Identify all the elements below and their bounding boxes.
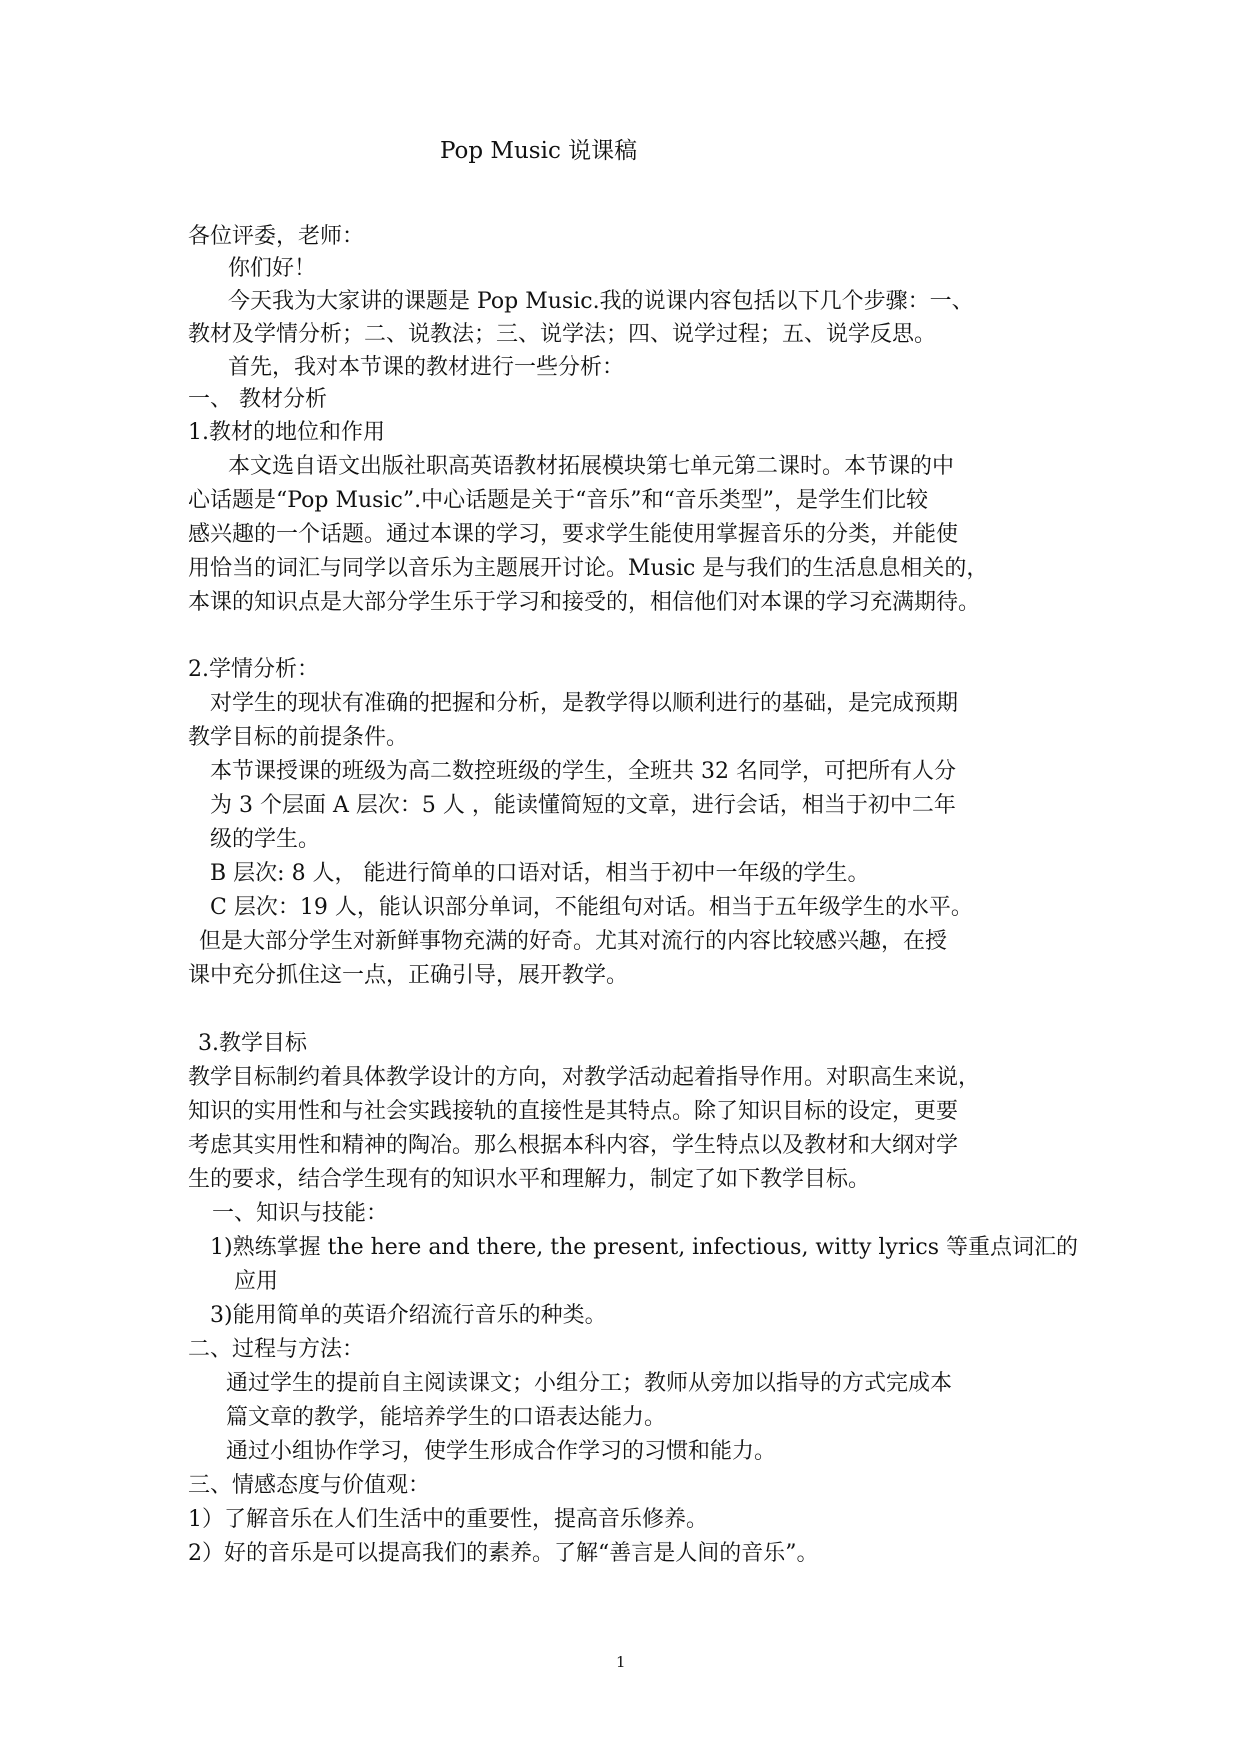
text-line: 为 3 个层面 A 层次：5 人 ，能读懂简短的文章，进行会话，相当于初中二年 [210,793,956,818]
text-line: 本文选自语文出版社职高英语教材拓展模块第七单元第二课时。本节课的中 [228,454,955,479]
text-line: 3)能用简单的英语介绍流行音乐的种类。 [210,1303,607,1328]
text-line: C 层次：19 人，能认识部分单词，不能组句对话。相当于五年级学生的水平。 [210,895,973,920]
text-line: 考虑其实用性和精神的陶冶。那么根据本科内容，学生特点以及教材和大纲对学 [188,1133,959,1158]
text-line: 篇文章的教学，能培养学生的口语表达能力。 [226,1405,667,1430]
goal-heading: 二、过程与方法： [188,1337,365,1362]
text-line: 对学生的现状有准确的把握和分析，是教学得以顺利进行的基础，是完成预期 [210,691,959,716]
section-heading: 一、 教材分析 [188,387,327,412]
text-line: 1)熟练掌握 the here and there, the present, infectious, witty lyrics 等重点词汇的 [210,1235,1079,1260]
text-line: 用恰当的词汇与同学以音乐为主题展开讨论。Music 是与我们的生活息息相关的， [188,556,989,581]
text-line: 教学目标的前提条件。 [188,725,409,750]
text-line: 知识的实用性和与社会实践接轨的直接性是其特点。除了知识目标的设定，更要 [188,1099,959,1124]
text-line: 心话题是“Pop Music”.中心话题是关于“音乐”和“音乐类型”，是学生们比较 [188,488,929,513]
salutation: 各位评委，老师： [188,224,365,249]
text-line: 生的要求，结合学生现有的知识水平和理解力，制定了如下教学目标。 [188,1167,871,1192]
subsection-heading: 1.教材的地位和作用 [188,420,385,445]
greeting: 你们好！ [228,256,317,281]
text-line: 通过学生的提前自主阅读课文；小组分工；教师从旁加以指导的方式完成本 [226,1371,953,1396]
document-title: Pop Music 说课稿 [440,138,638,164]
text-line: 本课的知识点是大部分学生乐于学习和接受的，相信他们对本课的学习充满期待。 [188,590,981,615]
text-line: 1）了解音乐在人们生活中的重要性，提高音乐修养。 [188,1507,708,1532]
text-line: 应用 [234,1269,279,1294]
text-line: 但是大部分学生对新鲜事物充满的好奇。尤其对流行的内容比较感兴趣，在授 [199,929,948,954]
text-line: 通过小组协作学习，使学生形成合作学习的习惯和能力。 [226,1439,777,1464]
goal-heading: 一、知识与技能： [212,1201,389,1226]
text-line: 2）好的音乐是可以提高我们的素养。了解“善言是人间的音乐”。 [188,1541,819,1566]
text-line: 感兴趣的一个话题。通过本课的学习，要求学生能使用掌握音乐的分类，并能使 [188,522,959,547]
text-line: 教材及学情分析；二、说教法；三、说学法；四、说学过程；五、说学反思。 [188,322,937,347]
subsection-heading: 2.学情分析： [188,657,319,682]
text-line: B 层次: 8 人， 能进行简单的口语对话，相当于初中一年级的学生。 [210,861,870,886]
text-line: 教学目标制约着具体教学设计的方向，对教学活动起着指导作用。对职高生来说， [188,1065,981,1090]
page-number: 1 [616,1653,626,1671]
text-line: 课中充分抓住这一点，正确引导，展开教学。 [188,963,629,988]
text-line: 本节课授课的班级为高二数控班级的学生，全班共 32 名同学，可把所有人分 [210,759,956,784]
goal-heading: 三、情感态度与价值观： [188,1473,431,1498]
text-line: 今天我为大家讲的课题是 Pop Music.我的说课内容包括以下几个步骤：一、 [228,289,974,314]
text-line: 首先，我对本节课的教材进行一些分析： [228,355,625,380]
text-line: 级的学生。 [210,827,321,852]
subsection-heading: 3.教学目标 [198,1031,307,1056]
